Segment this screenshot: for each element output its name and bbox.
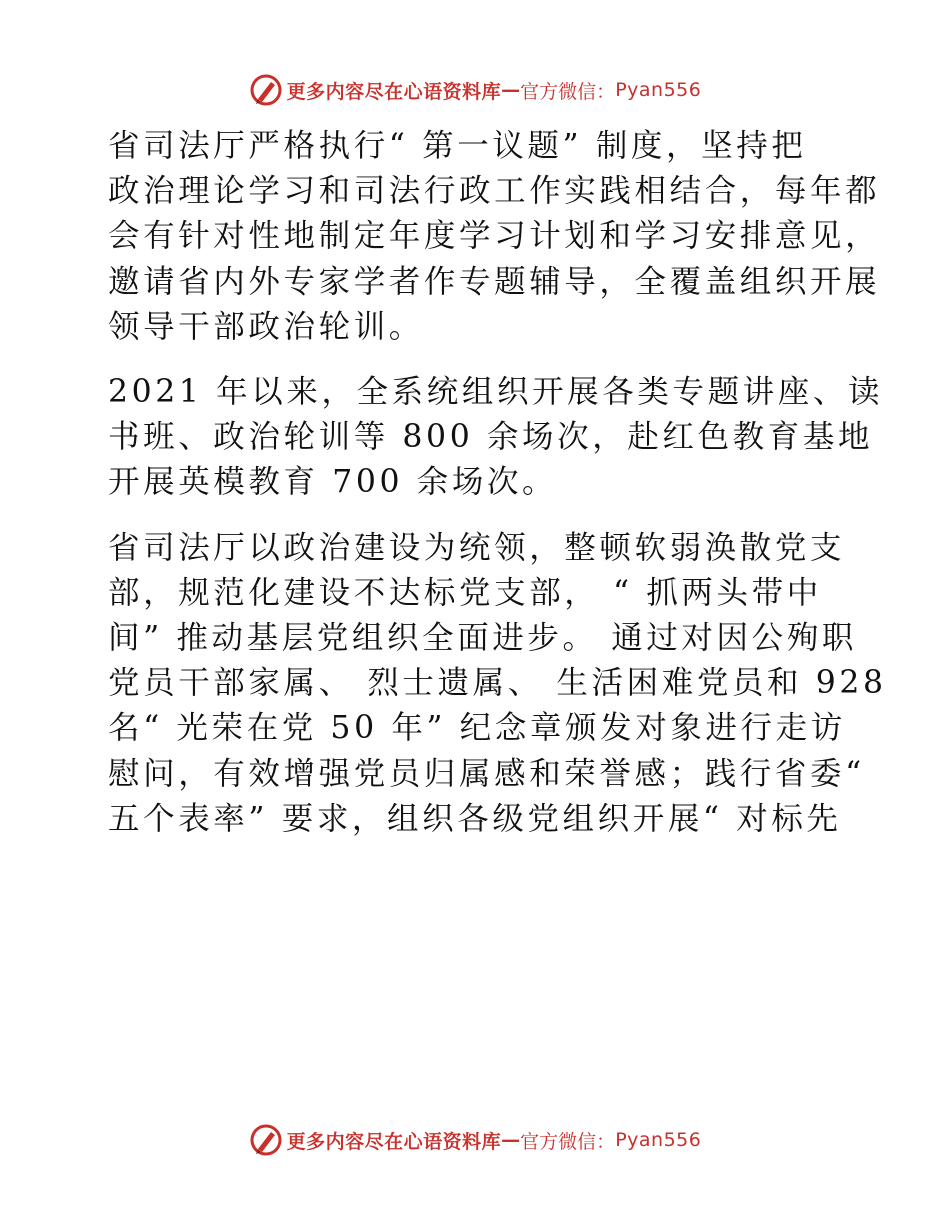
- watermark-separator: —: [501, 1129, 521, 1151]
- text-line: 领导干部政治轮训。: [108, 308, 424, 345]
- text-line: 名“ 光荣在党 50 年” 纪念章颁发对象进行走访: [108, 710, 846, 747]
- pen-seal-icon: [249, 73, 283, 107]
- text-line: 2021 年以来，全系统组织开展各类专题讲座、读: [108, 374, 884, 411]
- text-line: 会有针对性地制定年度学习计划和学习安排意见，: [108, 218, 881, 255]
- text-line: 省司法厅严格执行“ 第一议题” 制度，坚持把: [108, 128, 807, 164]
- text-line: 政治理论学习和司法行政工作实践相结合，每年都: [108, 173, 881, 210]
- document-body: [98, 124, 887, 862]
- watermark-contact-label: 官方微信：: [520, 1130, 616, 1153]
- watermark-brand: 更多内容尽在心语资料库: [286, 80, 502, 103]
- watermark-contact-label: 官方微信：: [520, 80, 616, 103]
- paragraph-1: [98, 124, 881, 350]
- paragraph-3: [98, 526, 887, 842]
- paragraph-2: [98, 370, 884, 506]
- text-line: 开展英模教育 700 余场次。: [108, 464, 558, 501]
- text-line: 部，规范化建设不达标党支部， “ 抓两头带中: [108, 574, 822, 611]
- watermark-separator: —: [501, 79, 521, 101]
- pen-seal-icon: [249, 1123, 283, 1157]
- text-line: 邀请省内外专家学者作专题辅导，全覆盖组织开展: [108, 263, 881, 300]
- header-watermark: [0, 72, 950, 108]
- footer-watermark: [0, 1122, 950, 1158]
- text-line: 五个表率” 要求，组织各级党组织开展“ 对标先: [108, 800, 842, 837]
- text-line: 间” 推动基层党组织全面进步。 通过对因公殉职: [108, 620, 857, 657]
- text-line: 书班、政治轮训等 800 余场次，赴红色教育基地: [108, 419, 874, 456]
- text-line: 慰问，有效增强党员归属感和荣誉感；践行省委“: [108, 755, 865, 792]
- text-line: 党员干部家属、 烈士遗属、 生活困难党员和 928: [108, 665, 887, 702]
- watermark-contact-id: Pyan556: [615, 79, 702, 101]
- text-line: 省司法厅以政治建设为统领，整顿软弱涣散党支: [108, 529, 846, 566]
- watermark-contact-id: Pyan556: [615, 1129, 702, 1151]
- watermark-brand: 更多内容尽在心语资料库: [286, 1130, 502, 1153]
